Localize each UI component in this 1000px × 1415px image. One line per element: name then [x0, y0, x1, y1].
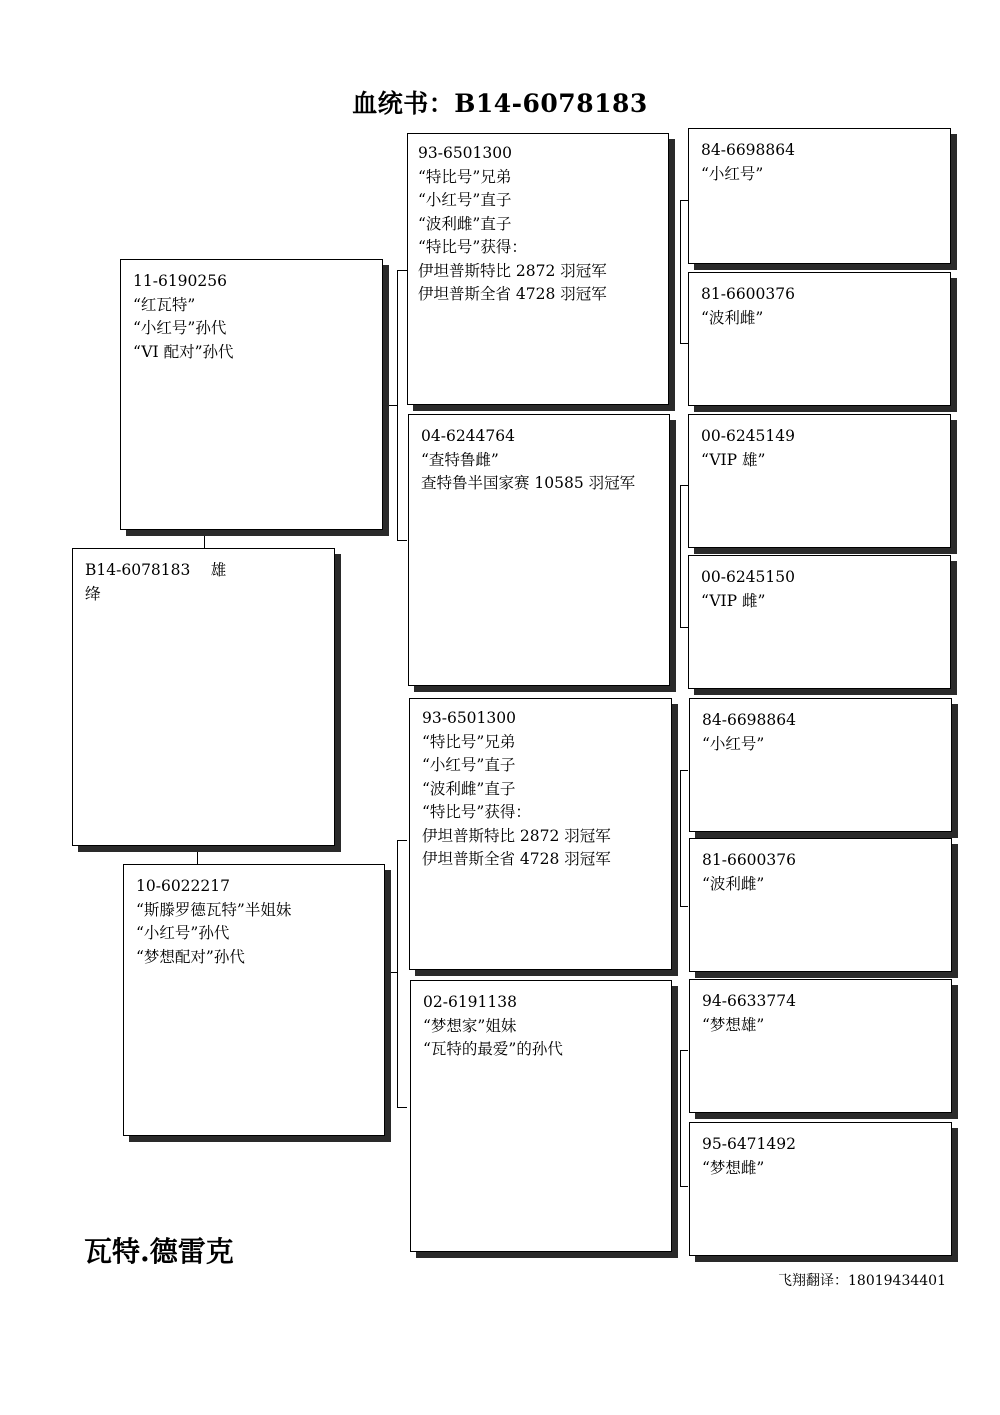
connector — [680, 343, 688, 344]
gen4-box-5 — [689, 698, 952, 832]
pedigree-line: “小红号”直子 — [422, 756, 516, 774]
gen4-box-4 — [688, 555, 951, 689]
pedigree-line: “梦想家”姐妹 — [423, 1016, 517, 1035]
connector — [680, 1050, 688, 1051]
connector — [680, 906, 688, 907]
pedigree-line: “波利雌”直子 — [422, 779, 516, 798]
connector — [680, 1186, 688, 1187]
connector — [680, 770, 688, 771]
connector — [384, 972, 397, 973]
connector — [680, 627, 688, 628]
sire-dam-box — [408, 414, 670, 686]
connector — [397, 1107, 407, 1108]
connector — [680, 200, 688, 201]
connector — [397, 270, 407, 271]
connector — [680, 485, 688, 486]
gen4-box-6 — [689, 838, 952, 972]
pedigree-line: 查特鲁半国家赛 10585 羽冠军 — [421, 474, 636, 492]
pedigree-line: “小红号” — [702, 734, 765, 753]
pedigree-line: 伊坦普斯特比 2872 羽冠军 — [422, 826, 611, 845]
connector — [680, 770, 681, 906]
pedigree-line: “特比号”兄弟 — [422, 732, 516, 751]
ring-number: 84-6698864 — [702, 711, 796, 729]
ring-number: 94-6633774 — [702, 992, 796, 1010]
connector — [397, 840, 398, 1107]
gen4-box-1 — [688, 128, 951, 264]
pedigree-line: “VIP 雌” — [701, 591, 766, 610]
pedigree-line: “查特鲁雌” — [421, 450, 499, 469]
pedigree-line: “梦想雄” — [702, 1015, 765, 1034]
pedigree-line: 伊坦普斯全省 4728 羽冠军 — [418, 285, 607, 303]
connector — [204, 530, 205, 548]
dam-line: “小红号”孙代 — [136, 924, 230, 942]
ring-number: 81-6600376 — [701, 285, 795, 303]
dam-line: “梦想配对”孙代 — [136, 947, 245, 966]
pedigree-line: “波利雌” — [701, 308, 764, 327]
ring-number: 84-6698864 — [701, 141, 795, 159]
pedigree-line: “梦想雌” — [702, 1158, 765, 1177]
connector — [680, 485, 681, 627]
pedigree-line: “小红号”直子 — [418, 191, 512, 209]
pedigree-line: “VIP 雄” — [701, 450, 766, 469]
ring-number: 00-6245150 — [701, 568, 795, 586]
dam-dam-box — [410, 980, 672, 1252]
sire-box — [120, 259, 383, 530]
dam-line: “斯滕罗德瓦特”半姐妹 — [136, 900, 292, 919]
connector — [397, 840, 407, 841]
ring-number: 93-6501300 — [418, 144, 512, 162]
subject-color: 绛 — [85, 584, 101, 603]
connector — [197, 846, 198, 864]
pedigree-line: 伊坦普斯特比 2872 羽冠军 — [418, 261, 607, 280]
sire-line: “VI 配对”孙代 — [133, 342, 234, 361]
gen4-box-2 — [688, 272, 951, 406]
pedigree-line: “瓦特的最爱”的孙代 — [423, 1040, 563, 1058]
pedigree-line: “特比号”兄弟 — [418, 167, 512, 186]
sire-line: “小红号”孙代 — [133, 319, 227, 337]
ring-number: 04-6244764 — [421, 427, 515, 445]
subject-box — [72, 548, 335, 846]
gen4-box-3 — [688, 414, 951, 548]
connector — [680, 1050, 681, 1186]
pedigree-line: “特比号”获得： — [422, 803, 531, 821]
connector — [680, 200, 681, 343]
translator-credit: 飞翔翻译：18019434401 — [778, 1273, 946, 1289]
sire-ring: 11-6190256 — [133, 272, 227, 290]
connector — [397, 270, 398, 540]
ring-number: 00-6245149 — [701, 427, 795, 445]
pedigree-line: “波利雌”直子 — [418, 214, 512, 233]
ring-number: 02-6191138 — [423, 993, 517, 1011]
sire-sire-box — [407, 133, 669, 405]
gen4-box-8 — [689, 1122, 952, 1256]
connector — [397, 540, 407, 541]
gen4-box-7 — [689, 979, 952, 1113]
sire-line: “红瓦特” — [133, 295, 196, 314]
ring-number: 81-6600376 — [702, 851, 796, 869]
pedigree-line: “小红号” — [701, 164, 764, 183]
dam-ring: 10-6022217 — [136, 877, 230, 895]
pedigree-line: 伊坦普斯全省 4728 羽冠军 — [422, 850, 611, 868]
ring-number: 93-6501300 — [422, 709, 516, 727]
dam-sire-box — [409, 698, 672, 970]
page-title: 血统书：B14-6078183 — [352, 89, 648, 118]
pedigree-line: “特比号”获得： — [418, 238, 527, 256]
pedigree-line: “波利雌” — [702, 874, 765, 893]
connector — [384, 405, 397, 406]
dam-box — [123, 864, 385, 1136]
ring-number: 95-6471492 — [702, 1135, 796, 1153]
breeder-name: 瓦特.德雷克 — [84, 1235, 234, 1268]
subject-ring: B14-6078183 雄 — [85, 561, 227, 579]
